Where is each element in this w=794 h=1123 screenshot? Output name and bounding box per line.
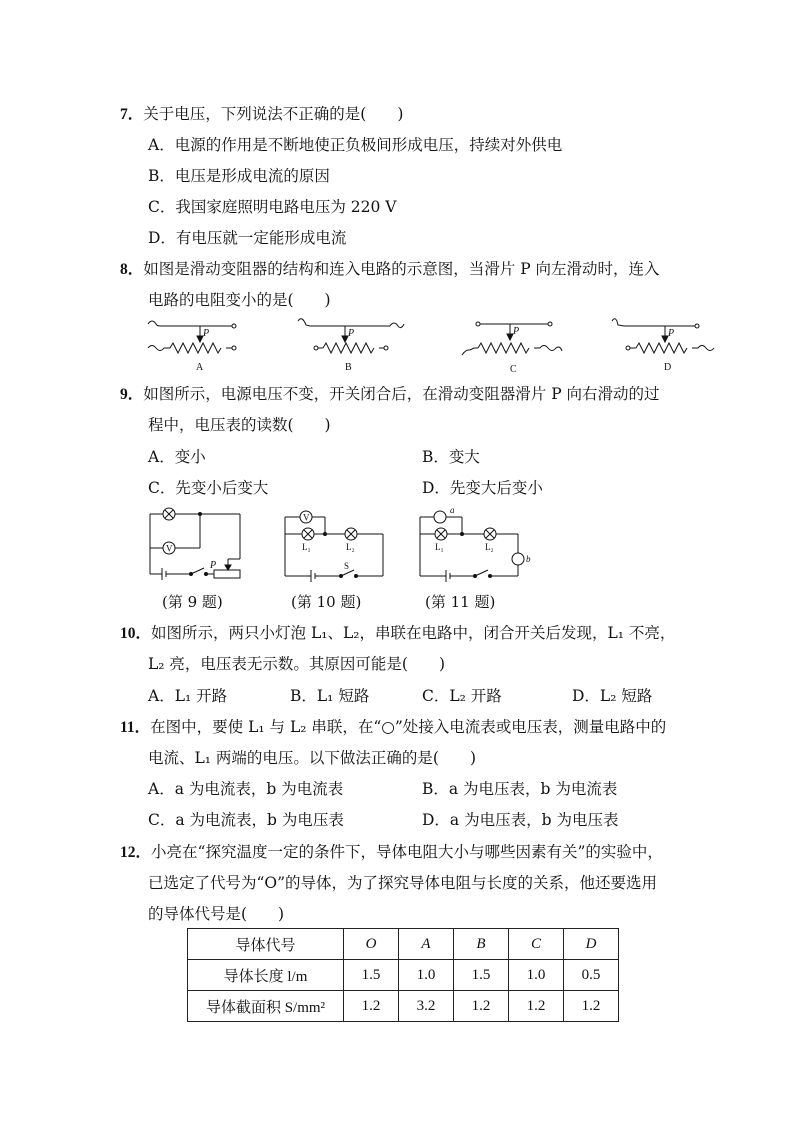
table-cell: 1.2 <box>344 991 399 1022</box>
question-number: 11． <box>120 719 151 736</box>
option-a: A．电源的作用是不断地使正负极间形成电压，持续对外供电 <box>148 136 563 154</box>
rheostat-c <box>462 322 562 355</box>
lamp-label-l2-q10: L₂ <box>346 542 355 552</box>
question-stem: 关于电压，下列说法不正确的是( ) <box>143 105 404 123</box>
question-number: 10． <box>120 625 152 642</box>
table-cell: O <box>344 929 399 960</box>
option-c: C．a 为电流表，b 为电压表 <box>148 811 344 829</box>
table-cell: 1.2 <box>564 991 619 1022</box>
circuit-q9 <box>150 508 240 580</box>
question-number: 7． <box>120 106 144 123</box>
table-row <box>188 929 619 960</box>
meter-label-a: a <box>450 505 455 515</box>
option-a: A．L₁ 开路 <box>148 687 228 705</box>
figure-caption-11: (第 11 题) <box>425 593 496 611</box>
table-cell: 1.2 <box>454 991 509 1022</box>
table-cell: 导体截面积 S/mm² <box>188 991 344 1022</box>
figure-label-c: C <box>510 364 517 375</box>
question-stem-line1: 如图所示，两只小灯泡 L₁、L₂，串联在电路中，闭合开关后发现，L₁ 不亮， <box>151 624 676 642</box>
table-row <box>188 991 619 1022</box>
question-number: 8． <box>120 261 144 278</box>
question-7 <box>120 104 403 125</box>
voltmeter-label-q10: V <box>303 512 310 523</box>
figure-caption-10: (第 10 题) <box>291 593 362 611</box>
question-12 <box>120 842 663 863</box>
figure-label-b: B <box>345 362 352 373</box>
conductor-table <box>187 928 619 1022</box>
table-cell: 0.5 <box>564 960 619 991</box>
option-b: B．a 为电压表，b 为电流表 <box>422 780 618 798</box>
table-row <box>188 960 619 991</box>
option-d: D．L₂ 短路 <box>572 687 653 705</box>
option-c: C．我国家庭照明电路电压为 220 V <box>148 198 397 216</box>
lamp-label-l2-q11: L₂ <box>485 542 494 552</box>
figure-label-a: A <box>196 362 204 373</box>
question-number: 12． <box>120 844 152 861</box>
option-d: D．a 为电压表，b 为电压表 <box>422 811 619 829</box>
question-stem-line1: 小亮在“探究温度一定的条件下，导体电阻大小与哪些因素有关”的实验中， <box>151 843 663 861</box>
table-cell: 1.2 <box>509 991 564 1022</box>
question-stem-line2: 电路的电阻变小的是( ) <box>148 291 331 309</box>
option-a: A．变小 <box>148 448 206 466</box>
lamp-label-l1-q10: L₁ <box>302 542 311 552</box>
option-b: B．电压是形成电流的原因 <box>148 167 330 185</box>
option-c: C．先变小后变大 <box>148 479 269 497</box>
circuit-figures <box>0 504 794 584</box>
table-cell: 1.5 <box>344 960 399 991</box>
question-stem-line1: 在图中，要使 L₁ 与 L₂ 串联，在“○”处接入电流表或电压表，测量电路中的 <box>150 718 667 736</box>
table-cell: C <box>509 929 564 960</box>
option-b: B．L₁ 短路 <box>290 687 370 705</box>
voltmeter-label-q9: V <box>166 543 173 554</box>
question-stem-line2: L₂ 亮，电压表无示数。其原因可能是( ) <box>148 655 446 673</box>
table-cell: A <box>399 929 454 960</box>
lamp-label-l1-q11: L₁ <box>435 542 444 552</box>
question-8 <box>120 259 660 280</box>
question-stem-line2: 已选定了代号为“O”的导体，为了探究导体电阻与长度的关系，他还要选用 <box>148 874 658 892</box>
slider-label-d: P <box>668 328 675 339</box>
slider-label-a: P <box>203 328 210 339</box>
question-stem-line2: 电流、L₁ 两端的电压。以下做法正确的是( ) <box>148 749 477 767</box>
question-stem-line1: 如图所示，电源电压不变，开关闭合后，在滑动变阻器滑片 P 向右滑动的过 <box>143 385 660 403</box>
rheostat-a <box>148 321 236 353</box>
question-9 <box>120 384 660 405</box>
option-d: D．有电压就一定能形成电流 <box>148 229 347 247</box>
question-stem-line3: 的导体代号是( ) <box>148 905 285 923</box>
slider-label-q9: P <box>210 560 217 571</box>
question-stem-line1: 如图是滑动变阻器的结构和连入电路的示意图，当滑片 P 向左滑动时，连入 <box>143 260 660 278</box>
slider-label-c: P <box>513 326 520 337</box>
rheostat-figures <box>0 315 794 375</box>
table-cell: 1.0 <box>399 960 454 991</box>
question-number: 9． <box>120 386 144 403</box>
question-11 <box>120 717 666 738</box>
table-cell: 导体代号 <box>188 929 344 960</box>
figure-caption-9: (第 9 题) <box>162 593 223 611</box>
option-d: D．先变大后变小 <box>422 479 543 497</box>
rheostat-d <box>612 319 714 353</box>
meter-label-b: b <box>526 554 531 564</box>
question-stem-line2: 程中，电压表的读数( ) <box>148 416 331 434</box>
table-cell: 导体长度 l/m <box>188 960 344 991</box>
table-cell: 1.5 <box>454 960 509 991</box>
table-cell: B <box>454 929 509 960</box>
circuit-q10 <box>285 511 383 582</box>
option-a: A．a 为电流表，b 为电流表 <box>148 780 344 798</box>
table-cell: 3.2 <box>399 991 454 1022</box>
option-c: C．L₂ 开路 <box>422 687 502 705</box>
question-10 <box>120 623 675 644</box>
slider-label-b: P <box>348 328 355 339</box>
switch-label-q10: S <box>344 561 350 571</box>
table-cell: D <box>564 929 619 960</box>
table-cell: 1.0 <box>509 960 564 991</box>
option-b: B．变大 <box>422 448 480 466</box>
figure-label-d: D <box>664 362 672 373</box>
